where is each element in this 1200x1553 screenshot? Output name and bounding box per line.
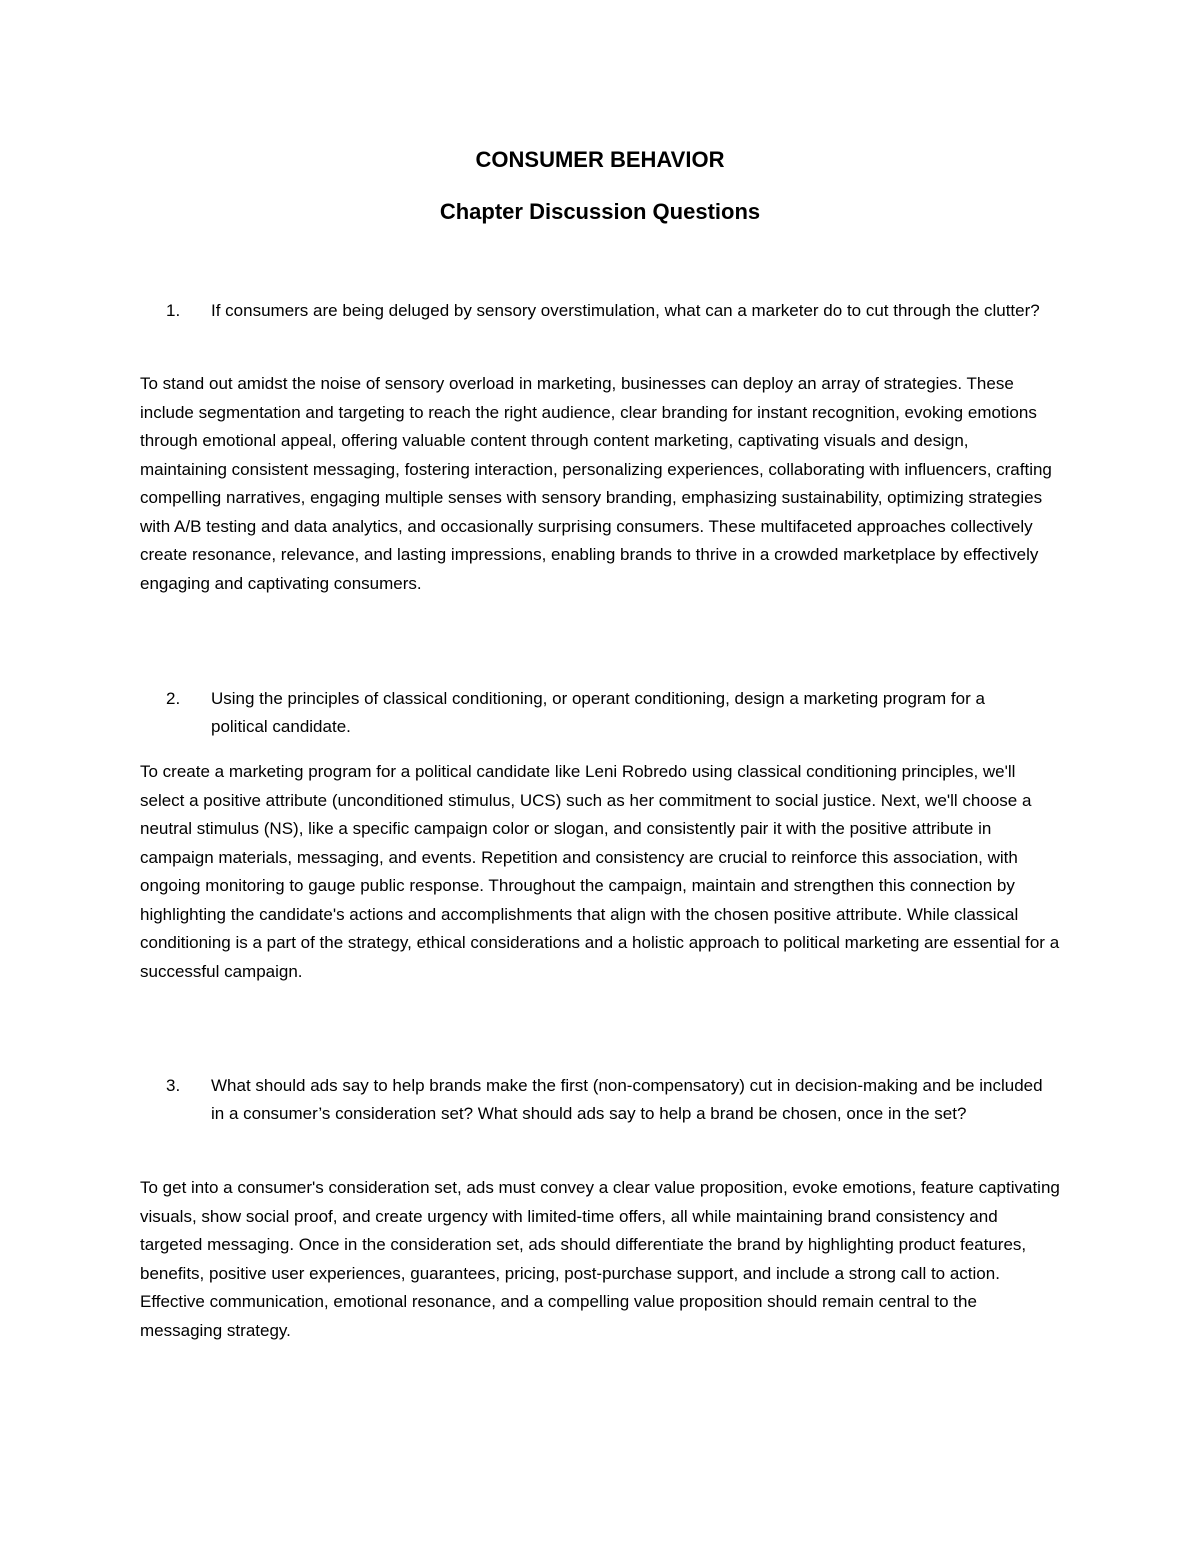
question-2-text: Using the principles of classical conditioning, or operant conditioning, design a marketing program for a political candidate. [211,689,985,736]
question-3 [166,1072,1046,1128]
answer-3: To get into a consumer's consideration set, ads must convey a clear value proposition, evoke emotions, feature captivating visuals, show social proof, and create urgency with limited-time offers, all while maintaining brand consistency and targeted messaging. Once in the consideration set, ads should differentiate the brand by highlighting product features, benefits, positive user experiences, guarantees, pricing, post-purchase support, and include a strong call to action. Effective communication, emotional resonance, and a compelling value proposition should remain central to the messaging strategy. [140,1178,1060,1340]
question-1 [166,297,1046,325]
answer-2: To create a marketing program for a political candidate like Leni Robredo using classical conditioning principles, we'll select a positive attribute (unconditioned stimulus, UCS) such as her commitment to social justice. Next, we'll choose a neutral stimulus (NS), like a specific campaign color or slogan, and consistently pair it with the positive attribute in campaign materials, messaging, and events. Repetition and consistency are crucial to reinforce this association, with ongoing monitoring to gauge public response. Throughout the campaign, maintain and strengthen this connection by highlighting the candidate's actions and accomplishments that align with the chosen positive attribute. While classical conditioning is a part of the strategy, ethical considerations and a holistic approach to political marketing are essential for a successful campaign. [140,762,1060,981]
question-1-number: 1. [166,301,181,320]
question-2-number: 2. [166,689,181,708]
question-1-text: If consumers are being deluged by sensory overstimulation, what can a marketer do to cut through the clutter? [211,301,1040,320]
document-subtitle: Chapter Discussion Questions [439,199,761,224]
question-2 [166,685,1046,741]
answer-1: To stand out amidst the noise of sensory overload in marketing, businesses can deploy an array of strategies. These include segmentation and targeting to reach the right audience, clear branding for instant recognition, evoking emotions through emotional appeal, offering valuable content through content marketing, captivating visuals and design, maintaining consistent messaging, fostering interaction, personalizing experiences, collaborating with influencers, crafting compelling narratives, engaging multiple senses with sensory branding, emphasizing sustainability, optimizing strategies with A/B testing and data analytics, and occasionally surprising consumers. These multifaceted approaches collectively create resonance, relevance, and lasting impressions, enabling brands to thrive in a crowded marketplace by effectively engaging and captivating consumers. [140,374,1052,593]
question-3-text: What should ads say to help brands make the first (non-compensatory) cut in decision-making and be included in a consumer’s consideration set? What should ads say to help a brand be chosen, once in the set? [211,1076,1043,1123]
document-title: CONSUMER BEHAVIOR [475,147,725,172]
question-3-number: 3. [166,1076,181,1095]
